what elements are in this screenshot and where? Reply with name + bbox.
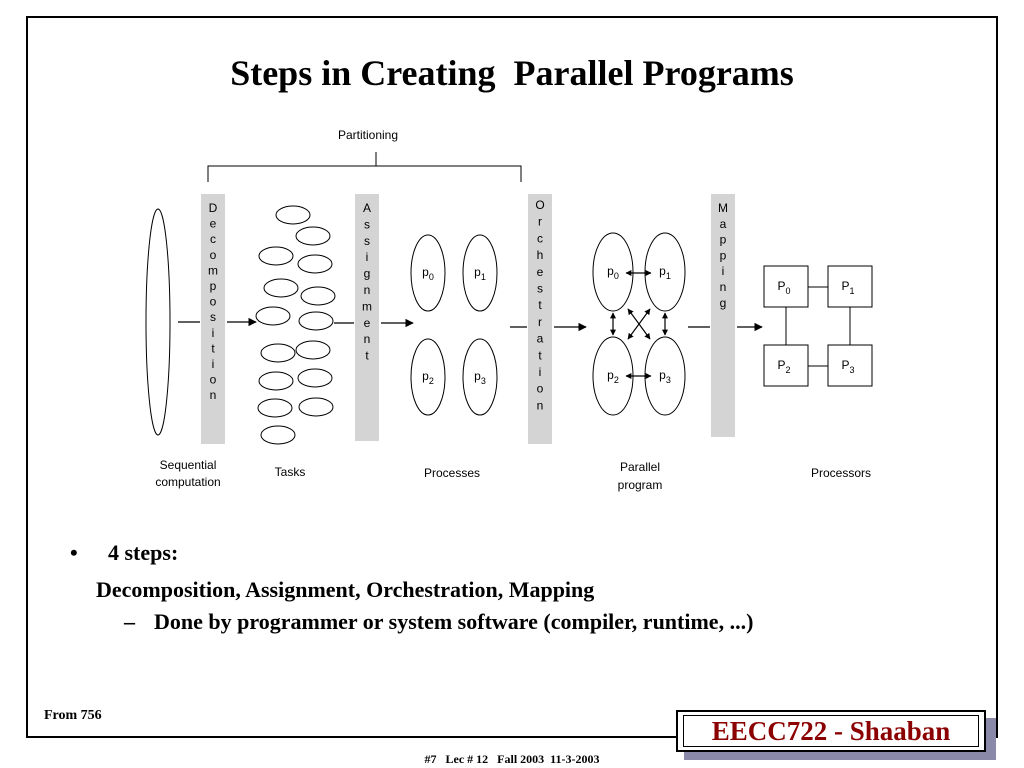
task-ellipse-2 <box>296 227 330 245</box>
task-ellipse-15 <box>261 426 295 444</box>
parallel-process-label-0: $p_0$ <box>607 264 619 281</box>
task-ellipse-7 <box>256 307 290 325</box>
task-ellipse-11 <box>259 372 293 390</box>
processor-label-1: $P_1$ <box>841 279 855 296</box>
sequential-label-line1: Sequential <box>159 458 217 472</box>
task-ellipse-14 <box>299 398 333 416</box>
bullet-heading <box>70 540 178 566</box>
slide-footer: #7 Lec # 12 Fall 2003 11-3-2003 <box>424 752 600 766</box>
process-label-0: $p_0$ <box>422 265 434 282</box>
process-label-3: $p_3$ <box>474 369 486 386</box>
task-ellipse-4 <box>298 255 332 273</box>
task-ellipse-13 <box>258 399 292 417</box>
task-ellipse-12 <box>298 369 332 387</box>
processor-grid <box>764 266 872 386</box>
parallel-process-label-3: $p_3$ <box>659 368 671 385</box>
bullet-steps-line: Decomposition, Assignment, Orchestration, Mapping <box>96 577 595 602</box>
processor-label-2: $P_2$ <box>777 358 791 375</box>
process-label-1: $p_1$ <box>474 265 486 282</box>
parallel-program-group <box>593 233 685 415</box>
processor-label-3: $P_3$ <box>841 358 855 375</box>
partitioning-bracket <box>208 128 521 182</box>
parallel-process-label-2: $p_2$ <box>607 368 619 385</box>
parallel-label-line2: program <box>617 478 663 492</box>
course-badge-text: EECC722 - Shaaban <box>683 715 979 747</box>
task-ellipse-3 <box>259 247 293 265</box>
task-ellipse-5 <box>264 279 298 297</box>
tasks-label: Tasks <box>274 465 306 479</box>
process-ellipses <box>411 235 497 415</box>
bullet-marker: • <box>70 540 78 565</box>
dash-marker: – <box>124 609 135 634</box>
task-ellipse-10 <box>296 341 330 359</box>
processes-label: Processes <box>423 466 481 480</box>
mapping-label: M a p p i n g <box>718 201 728 310</box>
decomposition-label: D e c o m p o s i t i o n <box>208 201 218 403</box>
orchestration-label: O r c h e s t r a t i o n <box>535 198 545 413</box>
processors-label: Processors <box>810 466 872 480</box>
course-badge <box>676 710 986 752</box>
process-label-2: $p_2$ <box>422 369 434 386</box>
source-note: From 756 <box>44 708 102 723</box>
task-ellipses <box>256 206 335 444</box>
task-ellipse-9 <box>261 344 295 362</box>
bullet-detail <box>124 609 753 635</box>
assignment-label: A s s i g n m e n t <box>362 201 372 363</box>
task-ellipse-6 <box>301 287 335 305</box>
bullet-detail-text: Done by programmer or system software (compiler, runtime, ...) <box>154 609 754 634</box>
sequential-label-line2: computation <box>155 475 221 489</box>
parallel-label-line1: Parallel <box>619 460 661 474</box>
task-ellipse-8 <box>299 312 333 330</box>
bullet-heading-text: 4 steps: <box>108 540 179 565</box>
sequential-computation-ellipse <box>146 209 170 435</box>
processor-label-0: $P_0$ <box>777 279 791 296</box>
slide-title: Steps in Creating Parallel Programs <box>230 53 794 93</box>
task-ellipse-1 <box>276 206 310 224</box>
partitioning-label: Partitioning <box>337 128 399 142</box>
parallel-process-label-1: $p_1$ <box>659 264 671 281</box>
